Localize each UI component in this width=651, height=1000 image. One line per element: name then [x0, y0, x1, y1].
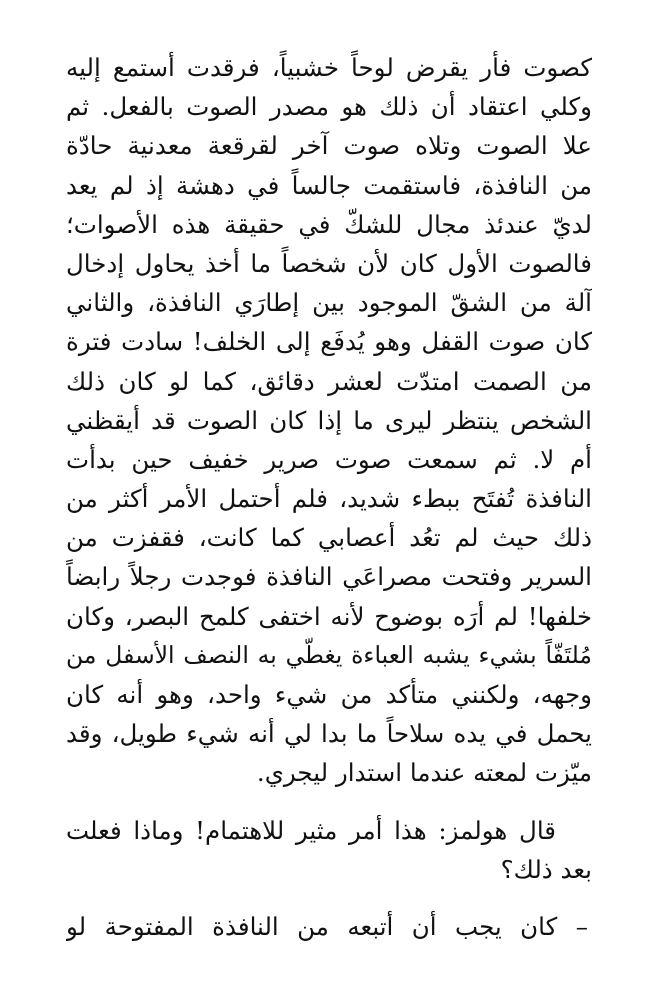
text-line: النافذة تُفتَح ببطء شديد، فلم أحتمل الأمر أكثر من: [66, 484, 592, 514]
text-line: خلفها! لم أرَه بوضوح لأنه اختفى كلمح البصر، وكان: [66, 601, 592, 631]
text-line: علا الصوت وتلاه صوت آخر لقرقعة معدنية حادّة: [66, 131, 592, 161]
book-page: [66, 48, 592, 946]
text-line: الشخص ينتظر ليرى ما إذا كان الصوت قد أيقظني: [66, 405, 592, 435]
text-line: وجهه، ولكنني متأكد من شيء واحد، وهو أنه كان: [66, 680, 592, 709]
text-line: يحمل في يده سلاحاً ما بدا لي أنه شيء طويل، وقد: [66, 719, 592, 749]
text-line: قال هولمز: هذا أمر مثير للاهتمام! وماذا فعلت: [66, 815, 556, 845]
text-line: أم لا. ثم سمعت صوت صرير خفيف حين بدأت: [66, 444, 592, 474]
text-line: من النافذة، فاستقمت جالساً في دهشة إذ لم يعد: [66, 170, 592, 200]
text-line: كان صوت القفل وهو يُدفَع إلى الخلف! سادت فترة: [66, 327, 592, 357]
text-line: السرير وفتحت مصراعَي النافذة فوجدت رجلاً رابضاً: [66, 562, 592, 592]
text-line: فالصوت الأول كان لأن شخصاً ما أخذ يحاول إدخال: [66, 248, 592, 278]
text-line: لديّ عندئذ مجال للشكّ في حقيقة هذه الأصوات؛: [66, 209, 592, 239]
text-line: – كان يجب أن أتبعه من النافذة المفتوحة لو: [66, 911, 588, 941]
paragraph-narration: [66, 48, 592, 793]
text-line: ميّزت لمعته عندما استدار ليجري.: [256, 758, 592, 788]
text-line: بعد ذلك؟: [500, 854, 592, 884]
text-line: من الصمت امتدّت لعشر دقائق، كما لو كان ذلك: [66, 366, 592, 396]
paragraph-reply-dialogue: [66, 907, 592, 946]
text-line: وكلي اعتقاد أن ذلك هو مصدر الصوت بالفعل. ثم: [66, 92, 592, 122]
text-line: مُلتَفّاً بشيء يشبه العباءة يغطّي به النصف الأسفل من: [66, 640, 592, 669]
text-line: آلة من الشقّ الموجود بين إطارَي النافذة، والثاني: [66, 288, 592, 318]
paragraph-holmes-dialogue: [66, 811, 592, 889]
text-line: ذلك حيث لم تعُد أعصابي كما كانت، فقفزت من: [66, 523, 592, 553]
text-line: كصوت فأر يقرض لوحاً خشبياً، فرقدت أستمع إليه: [66, 53, 592, 82]
